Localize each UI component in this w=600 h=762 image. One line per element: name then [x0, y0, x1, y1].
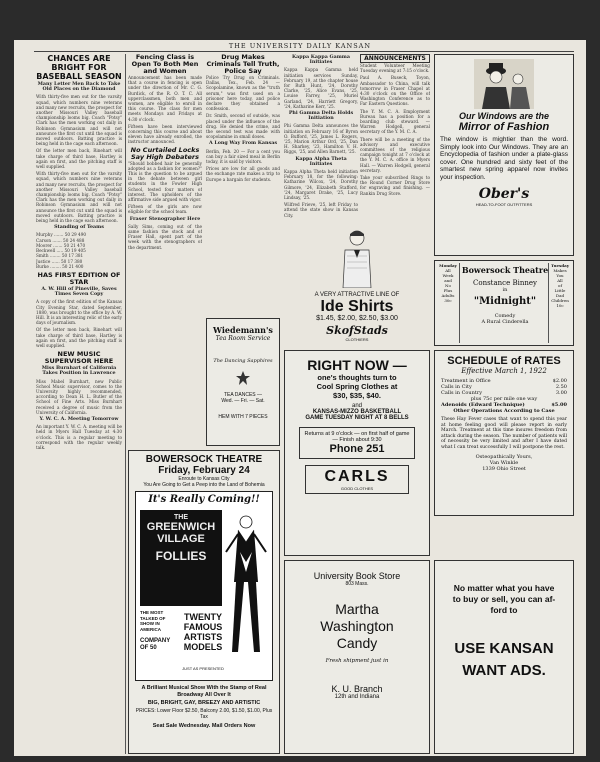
- schedule-title: SCHEDULE of RATES: [447, 355, 561, 367]
- schedule-price: 2.50: [555, 384, 567, 390]
- announcement: Student Volunteer Meeting Tuesday evening at 7:15 o'clock.: [360, 63, 430, 74]
- column-3: [206, 54, 280, 314]
- candy-line2: Washington: [320, 618, 394, 634]
- ad-schedule-rates: [434, 350, 574, 516]
- column-2: [128, 54, 202, 454]
- obers-body: The window is mightier than the word. Simply look into Our Windows. They are an Encyclopedia of fashion under a plate-glass cover. One hundred and sixty feet of the smartest new spring apparel now invites your inspection.: [440, 136, 568, 181]
- kansan-big2: WANT ADS.: [462, 662, 546, 679]
- kansan-line3: ford to: [490, 605, 518, 615]
- kansan-big1: USE KANSAN: [454, 640, 554, 657]
- follies-poster: [135, 491, 273, 681]
- column-4: [284, 54, 358, 224]
- poster-presented: JUST AS PRESENTED: [182, 666, 224, 671]
- article-fencing-p2: Fifteen have been interviewed concerning this course and about eleven have already enrolled, the instructor announced.: [128, 123, 202, 145]
- bowersock-title: Bowersock Theatre: [461, 265, 549, 275]
- bowersock-right-line: All: [557, 278, 563, 283]
- article-kansas-way-p1: Berlin, Feb. 20 — For a cent you can buy a fair sized meal in Berlin today, it is said by visitors.: [206, 148, 280, 165]
- announcement: Take your subscribed Rings to the Round Corner Drug Store for engraving and finishing. — Rankin Drug Store.: [360, 175, 430, 196]
- ide-title: Ide Shirts: [320, 298, 394, 315]
- carls-headline: RIGHT NOW —: [307, 357, 407, 373]
- candy-line3: Candy: [336, 635, 378, 651]
- tea-dances-days: Wed. — Fri. — Sat.: [221, 398, 265, 404]
- headline-theta: Kappa Alpha Theta Initiates: [295, 155, 347, 167]
- gentleman-illustration-icon: [474, 59, 534, 109]
- bowersock-right-line: Dad: [555, 293, 565, 298]
- bookstore-address: 803 Mass.: [345, 581, 369, 587]
- shirt-man-illustration-icon: [337, 228, 377, 288]
- follies-footer2: BIG, BRIGHT, GAY, BREEZY AND ARTISTIC: [147, 700, 261, 706]
- follies-footer4: Seat Sale Wednesday. Mail Orders Now: [152, 723, 256, 729]
- schedule-effective: Effective March 1, 1922: [461, 367, 547, 375]
- ad-university-book-store: [284, 560, 430, 754]
- obers-logo: Ober's: [478, 186, 530, 202]
- bowersock-right-line: Makes: [553, 268, 567, 273]
- standings-row: Beckwell ..... 50 19 405: [36, 248, 86, 254]
- article-star: A copy of the first edition of the Kansas City Evening Star, dated September, 1880, was brought to the office by A. W. Hill. It is an interesting relic of the early days of journalism.: [36, 299, 122, 326]
- article-baseball-p2: Of the letter men back, Rinehart will take charge of third base, Hartley is again on first, and the pitching staff is well supplied.: [36, 148, 122, 170]
- article-drug-p1: Police Try Drug on Criminals. Dallas, Tex., Feb. 24 — Scopolamine, known as the "truth serum," was first used on a prisoner here today, and police declare they obtained a confession.: [206, 75, 280, 112]
- follies-theatre: BOWERSOCK THEATRE: [145, 454, 263, 465]
- obers-headline-2: Mirror of Fashion: [458, 121, 550, 133]
- article-baseball-p2-repeat: Of the letter men back, Rinehart will take charge of third base, Hartley is again on first, and the pitching staff is well supplied.: [36, 327, 122, 348]
- poster-coming: It's Really Coming!!: [148, 494, 260, 505]
- bowersock-right-line: Children: [551, 298, 569, 303]
- standings-row: Murphy ....... 50 29 490: [36, 232, 87, 238]
- bowersock-comedy: Comedy: [494, 313, 516, 319]
- bowersock-left-panel: [437, 263, 460, 343]
- headline-music: NEW MUSIC SUPERVISOR HERE: [44, 350, 114, 366]
- ide-store-sub: CLOTHIERS: [345, 337, 369, 342]
- bowersock-left-line: and: [444, 278, 452, 283]
- ide-store-logo: SkofStads: [326, 324, 388, 337]
- schedule-label: Calls in Country: [441, 390, 483, 396]
- schedule-label: Treatment in Office: [441, 378, 491, 384]
- headline-fencing: Fencing Class is Open To Both Men and Women: [131, 54, 199, 75]
- ide-tagline: A VERY ATTRACTIVE LINE OF: [314, 292, 400, 298]
- subhead-ywca: Y. W. C. A. Meeting Tomorrow: [39, 415, 119, 422]
- bowersock-left-line: All: [445, 268, 451, 273]
- bowersock-left-line: Week: [442, 273, 454, 278]
- headline-baseball: CHANCES ARE BRIGHT FOR BASEBALL SEASON: [36, 54, 122, 81]
- standings-row: Justice ...... 50 17 380: [36, 258, 83, 264]
- harlequin-dancer-icon: [224, 512, 268, 662]
- standings-row: Burke ........ 50 21 400: [36, 263, 84, 269]
- carls-game-line1: KANSAS-MIZZO BASKETBALL: [312, 409, 402, 415]
- announcement: Paul A. Buseck, Toyon, Ambassador to China, will talk tomorrow in Fraser Chapel at 4:30 o'clock on the Office of Washington Conference as to Far Eastern Questions.: [360, 75, 430, 107]
- article-music: Miss Mabel Burnhart, new Public School Music supervisor, comes to the University highly recommended, according to Dean H. L. Butler of the School of Fine Arts. Miss Burnhart received a degree of music from the University of California.: [36, 378, 122, 415]
- standings-row: Carson ....... 50 24 488: [36, 237, 85, 243]
- follies-date: Friday, February 24: [158, 465, 250, 476]
- carls-logo-sub: GOOD CLOTHES: [340, 486, 374, 491]
- schedule-note: Other Operations According to Case: [453, 408, 555, 414]
- carls-line2: Cool Spring Clothes at: [316, 382, 398, 391]
- schedule-signoff: Osteopathically Yours,: [475, 453, 533, 460]
- subhead-music: Miss Burnhart of California Takes Position in Lawrence: [41, 365, 117, 377]
- bowersock-left-line: 30c: [444, 298, 452, 303]
- schedule-rows: [441, 378, 567, 408]
- masthead: THE UNIVERSITY DAILY KANSAN: [228, 42, 372, 50]
- bowersock-in: in: [502, 287, 508, 293]
- carls-line3: $30, $35, $40.: [333, 391, 381, 400]
- article-kansas-way-p2: Prices are low for all goods and the exchange rate makes a trip to Europe a bargain for students.: [206, 166, 280, 182]
- schedule-label: plus 75c per mile one way: [470, 396, 538, 402]
- ad-greenwich-village-follies: [128, 450, 280, 754]
- bowersock-left-line: No: [445, 283, 451, 288]
- headline-kappa: Kappa Kappa Gamma Initiates: [292, 54, 350, 66]
- schedule-label: Adenoids (Edward Technique): [441, 402, 525, 408]
- headline-star: HAS FIRST EDITION OF STAR: [37, 270, 121, 286]
- carls-phone: Phone 251: [329, 443, 385, 455]
- article-ywca: An important Y. W. C. A. meeting will be held in Myers Hall Tuesday at 4:30 o'clock. This is a regular meeting to correspond with the regular weekly talk.: [36, 424, 122, 450]
- carls-finish: — Finish about 9:30: [332, 437, 382, 443]
- announcement: The Y. M. C. A. Employment Bureau has a position for a boarding club steward. — Warren Hodgell, general secretary of the Y. M. C. A.: [360, 108, 430, 135]
- bowersock-right-panel: [548, 263, 571, 343]
- dancing-sapphires-title: The Dancing Sapphires: [213, 358, 273, 364]
- headline-fraser: Fraser Stenographer Here: [129, 215, 201, 222]
- poster-company: COMPANY OF 50: [140, 638, 171, 651]
- obers-headline-1: Our Windows are the: [459, 111, 549, 121]
- poster-the: THE: [174, 514, 188, 521]
- carls-line1: one's thoughts turn to: [317, 373, 397, 382]
- bowersock-right-line: of: [558, 283, 562, 288]
- schedule-price: 3.00: [555, 390, 567, 396]
- kansan-line2: to buy or sell, you can af-: [452, 594, 556, 604]
- article-baseball-p1-repeat: With thirty-five men out for the varsity squad, which numbers nine veterans and many new recruits, the prospect for another Missouri Valley baseball championship looms big. Coach "Potsy" Clark has the men working out daily in Robinson Gymnasium and will not announce the first cut until the squad is moved outdoors. Batting practice is being held in the cage each afternoon.: [36, 171, 122, 224]
- announcements-header: ANNOUNCEMENTS: [360, 54, 430, 63]
- standings-title: Standing of Teams: [54, 224, 104, 231]
- candy-line1: Martha: [335, 601, 379, 617]
- bowersock-center: [461, 265, 549, 325]
- poster-most-talked: THE MOST TALKED OF SHOW IN AMERICA: [140, 610, 166, 632]
- bowersock-left-line: Plus: [443, 288, 453, 293]
- schedule-signature: Van Winkle: [489, 459, 519, 466]
- carls-logo: CARLS: [324, 468, 390, 485]
- schedule-price: $5.00: [551, 402, 567, 408]
- follies-footer3: PRICES: Lower Floor $2.50, Balcony 2.00, $1.50, $1.00, Plus Tax: [135, 708, 273, 720]
- carls-logo-box: [305, 465, 409, 494]
- obers-logo-sub: HEAD-TO-FOOT OUTFITTERS: [475, 202, 533, 207]
- article-baseball-p1: With thirty-five men out for the varsity squad, which numbers nine veterans and many new recruits, the prospect for another Missouri Valley baseball championship looms big. Coach "Potsy" Clark has the men working out daily in Robinson Gymnasium and will not announce the first cut until the squad is moved outdoors. Batting practice is being held in the cage each afternoon.: [36, 94, 122, 147]
- announcement: There will be a meeting of the advisory and executive committees of the religious campaign tonight at 7 o'clock at the Y. M. C. A. office in Myers Hall. — Warren Hodgell, general secretary.: [360, 136, 430, 173]
- ad-kansan-want-ads: [434, 560, 574, 754]
- bowersock-star: Constance Binney: [473, 279, 537, 287]
- standings-row: Moorer ....... 50 21 470: [36, 242, 86, 248]
- poster-greenwich-village: GREENWICH VILLAGE: [146, 521, 216, 545]
- ku-branch-address: 12th and Indiana: [334, 694, 380, 700]
- poster-follies: FOLLIES: [155, 549, 207, 563]
- headline-debate: No Curtailed Locks Say High Debaters: [130, 145, 200, 161]
- schedule-body: These Hay Fever cases that want to spend this year at home feeling good will please report in early March. Treatment at this time insures freedom from attack during the season. The number of patients will of necessity be very limited and after I have dated what I can treat successfully I will postpone the rest.: [441, 417, 567, 450]
- column-divider: [125, 54, 126, 754]
- poster-title-block: [140, 510, 222, 606]
- article-debate-p2: Fifteen of the girls are now eligible for the school team.: [128, 204, 202, 215]
- bowersock-left-line: Adults: [441, 293, 455, 298]
- headline-drug: Drug Makes Criminals Tell Truth, Police Say: [206, 54, 280, 75]
- bowersock-right-line: Little: [554, 288, 566, 293]
- ad-carls: [284, 350, 430, 556]
- ad-wiedemann: [206, 318, 280, 446]
- bowersock-left-day: Monday: [439, 263, 457, 268]
- headline-kansas-way: A Long Way From Kansas: [208, 140, 278, 147]
- bookstore-name: University Book Store: [313, 571, 401, 581]
- newspaper-page: [14, 40, 586, 756]
- article-frieve: Wilfred Frieve, '25, left Friday to attend the state show in Kansas City.: [284, 202, 358, 218]
- masthead-rule: [34, 51, 574, 52]
- tea-dances-band: HEM WITH 7 PIECES: [218, 414, 268, 420]
- carls-returns-box: [299, 427, 415, 459]
- carls-game-line2: GAME TUESDAY NIGHT AT 8 BELLS: [305, 415, 409, 421]
- candy-fresh: Fresh shipment just in: [325, 658, 389, 664]
- wiedemann-sub: Tea Room Service: [215, 335, 271, 342]
- carls-returns: Returns at 9 o'clock — on first half of game: [304, 431, 410, 437]
- bowersock-right-line: 10c: [556, 303, 564, 308]
- follies-tagline: You Are Going to Get a Peep into the Land of Bohemia: [143, 482, 265, 488]
- ide-prices: $1.45, $2.00, $2.50, $3.00: [316, 315, 398, 322]
- column-1: [36, 54, 122, 754]
- column-announcements: [360, 54, 430, 224]
- bowersock-film: "Midnight": [473, 296, 537, 307]
- bowersock-comedy-title: A Rural Cinderella: [481, 319, 529, 325]
- article-debate-p1: "Should bobbed hair be generally adopted as a fashion for women?" This is the question to be argued in the debate between girl students in the Fowler High School, tested four matters of interest. The upholders of the affirmative side argued with vigor.: [128, 160, 202, 203]
- follies-footer1: A Brilliant Musical Show With the Stamp of Real Broadway All Over It: [141, 685, 267, 698]
- bowersock-right-day: Tuesday: [550, 263, 570, 268]
- schedule-label: Calls in City: [441, 384, 472, 390]
- article-kappa: Kappa Kappa Gamma held initiation services Sunday, February 19, at the chapter house for Ruth Hunt, '24, Dorothy Clarke, '25, Alice Evans, '25, Louise Farrey, '25, Muriel Garland, '24, Harriett Gregory, '24, Katharine Kerr, '25.: [284, 67, 358, 109]
- article-phi-gamma: Phi Gamma Delta announces the initiation on February 16 of Byron O. Bufford, '25, James L. Rogers, '25, Marion Arthur Ord, '25, Dan H. Sharkey, '23, Hamilton V. H. Riggs, '25, and Allen Barnett, '25.: [284, 123, 358, 155]
- kansan-line1: No matter what you have: [453, 583, 555, 593]
- follies-route: Enroute to Kansas City: [178, 476, 230, 482]
- schedule-price: $2.00: [552, 378, 567, 384]
- article-drug-p2: Dr. Smith, second of outside, was placed under the influence of the drug. He denied the crime, and the second test was made with scopolamine in small doses.: [206, 113, 280, 140]
- poster-twenty-models: TWENTY FAMOUS ARTISTS MODELS: [183, 612, 223, 652]
- schedule-address: 1339 Ohio Street: [482, 465, 526, 472]
- ad-obers: [434, 54, 574, 256]
- standings-table: [36, 232, 122, 268]
- bowersock-right-line: You: [556, 273, 564, 278]
- star-icon: [235, 370, 251, 386]
- article-fraser: Sally Sims, coming out of the same fashion the stock and of Fraser Hall, spent part of the week with the stenographers of the department.: [128, 223, 202, 250]
- ad-bowersock-midnight: [434, 260, 574, 346]
- headline-phi-gamma: Phi Gamma Delta Holds Initiation: [288, 110, 354, 122]
- wiedemann-name: Wiedemann's: [213, 325, 273, 335]
- article-fencing-p1: Announcement has been made that a course in fencing is open under the direction of Mr. C. G. Burdick, of the R. O. T. C. All upperclassmen, both men and women, are eligible to enroll in this course. The class for men meets Mondays and Fridays at 4:30 o'clock.: [128, 75, 202, 122]
- tea-dances: TEA DANCES —: [223, 392, 263, 398]
- standings-row: Smith ........ 50 17 381: [36, 253, 84, 259]
- ku-branch: K. U. Branch: [331, 684, 383, 694]
- subhead-baseball: Many Letter Men Back to Take Old Places on the Diamond: [37, 81, 121, 93]
- article-theta: Kappa Alpha Theta held initiation February 18, for the following: Katharine Wilcox, '24, Dorothy Gilmore, '24, Elizabeth Stafford, '24, Margaret Drake, '25, Lucy Lindsay, '25.: [284, 169, 358, 201]
- carls-and: and: [351, 403, 362, 409]
- ad-ide-shirts: [284, 228, 430, 346]
- subhead-star: A. W. Hill of Pineville, Saves Times Seven Copy: [41, 285, 117, 298]
